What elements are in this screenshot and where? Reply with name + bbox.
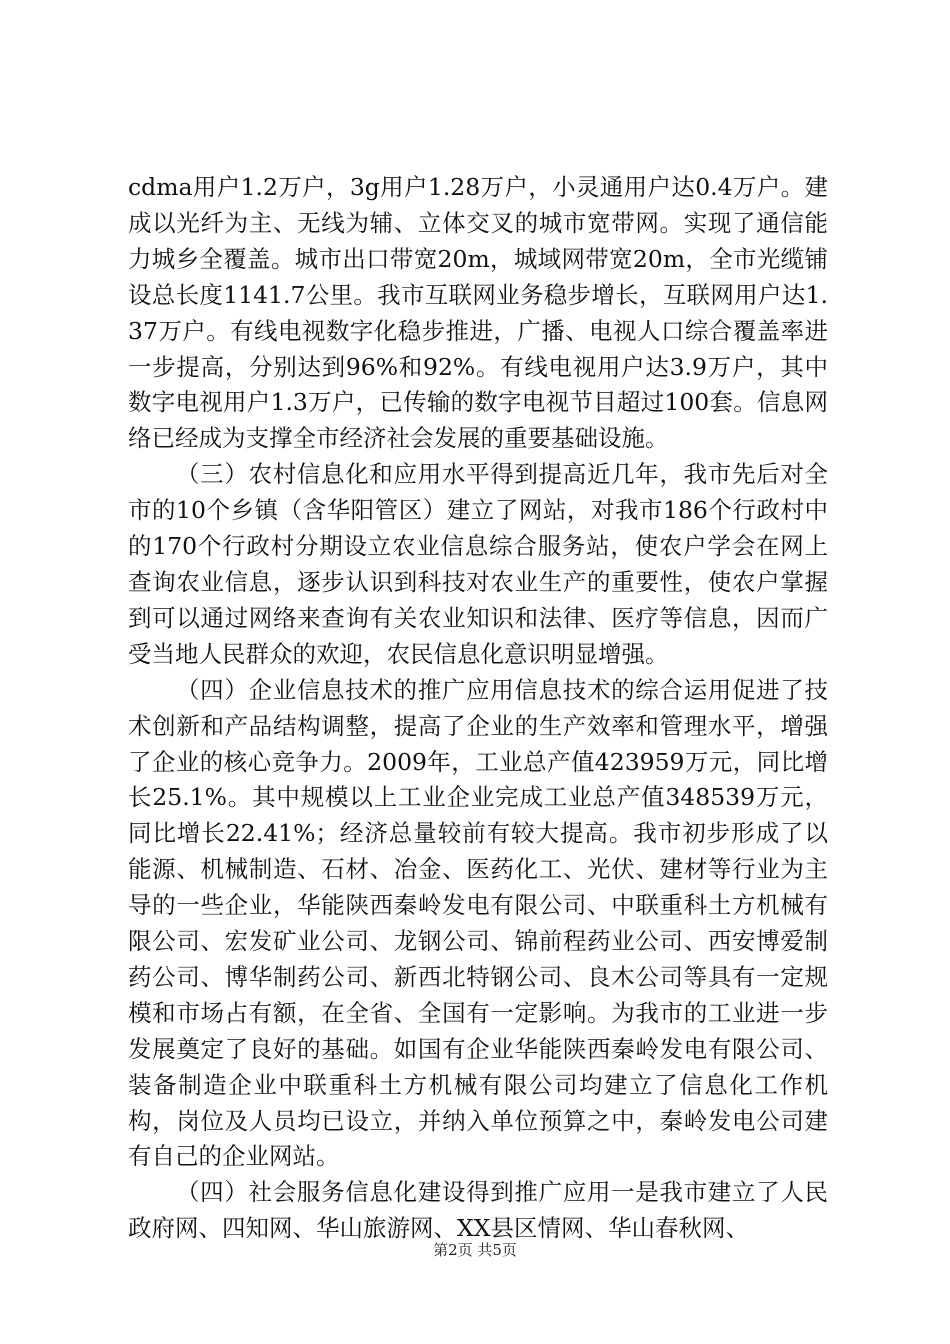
paragraph-enterprise-it: （四）企业信息技术的推广应用信息技术的综合运用促进了技术创新和产品结构调整，提高了企业的生产效率和管理水平，增强了企业的核心竞争力。2009年，工业总产值423959万元，同比增长25.1%。其中规模以上工业企业完成工业总产值348539万元，同比增长22.41%；经济总量较前有较大提高。我市初步形成了以能源、机械制造、石材、冶金、医药化工、光伏、建材等行业为主导的一些企业，华能陕西秦岭发电有限公司、中联重科土方机械有限公司、宏发矿业公司、龙钢公司、锦前程药业公司、西安博爱制药公司、博华制药公司、新西北特钢公司、良木公司等具有一定规模和市场占有额，在全省、全国有一定影响。为我市的工业进一步发展奠定了良好的基础。如国有企业华能陕西秦岭发电有限公司、装备制造企业中联重科土方机械有限公司均建立了信息化工作机构，岗位及人员均已设立，并纳入单位预算之中，秦岭发电公司建有自己的企业网站。 <box>128 675 828 1171</box>
paragraph-rural-informatization: （三）农村信息化和应用水平得到提高近几年，我市先后对全市的10个乡镇（含华阳管区）建立了网站，对我市186个行政村中的170个行政村分期设立农业信息综合服务站，使农户学会在网上查询农业信息，逐步认识到科技对农业生产的重要性，使农户掌握到可以通过网络来查询有关农业知识和法律、医疗等信息，因而广受当地人民群众的欢迎，农民信息化意识明显增强。 <box>128 460 828 668</box>
document-body <box>128 170 828 1247</box>
page-footer: 第2页 共5页 <box>433 1241 517 1259</box>
paragraph-social-services: （四）社会服务信息化建设得到推广应用一是我市建立了人民政府网、四知网、华山旅游网、XX县区情网、华山春秋网、 <box>128 1178 828 1243</box>
paragraph-telecom: cdma用户1.2万户，3g用户1.28万户，小灵通用户达0.4万户。建成以光纤为主、无线为辅、立体交叉的城市宽带网。实现了通信能力城乡全覆盖。城市出口带宽20m，城域网带宽20m，全市光缆铺设总长度1141.7公里。我市互联网业务稳步增长，互联网用户达1.37万户。有线电视数字化稳步推进，广播、电视人口综合覆盖率进一步提高，分别达到96%和92%。有线电视用户达3.9万户，其中数字电视用户1.3万户，已传输的数字电视节目超过100套。信息网络已经成为支撑全市经济社会发展的重要基础设施。 <box>128 173 828 453</box>
